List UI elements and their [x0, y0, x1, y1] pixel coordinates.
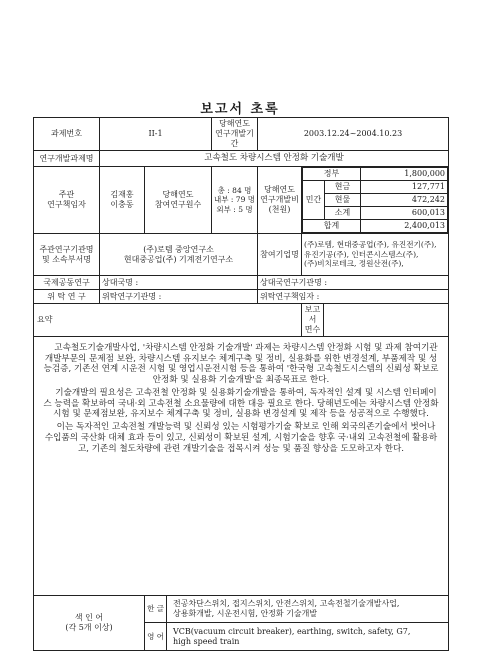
total-value: 2,400,013: [361, 220, 448, 233]
summary-paragraph: 기술개발의 필요성은 고속전철 안정화 및 실용화기술개발을 통하여, 독자적인 설계 및 시스템 인터페이스 능력을 확보하여 국내·외 고속전철 소요물량에 대한 대응 필요로 한다. 당해년도에는 차량시스템 안정화시험 및 문제점보완, 유지보수 체계구축 및 정비, 실용화 변경설계 및 제작 등을 성공적으로 수행했다.: [43, 387, 439, 420]
cash-label: 현금: [325, 181, 361, 194]
subtotal-label: 소계: [325, 207, 361, 220]
subtotal-value: 600,013: [361, 207, 448, 220]
keywords-english: VCB(vacuum circuit breaker), earthing, switch, safety, G7, high speed train: [167, 623, 449, 651]
participant-label: 참여기업명: [258, 234, 302, 276]
budget-label: 당해연도 연구개발비 (천원): [258, 167, 302, 234]
kind-label: 현물: [325, 194, 361, 207]
report-pages-label: 보고서 면수: [302, 304, 324, 337]
gov-label: 정부: [303, 168, 361, 181]
intl-partner-country: 상대국명 :: [100, 276, 258, 290]
report-pages-value: [324, 304, 449, 337]
summary-paragraph: 이는 독자적인 고속전철 개발능력 및 신뢰성 있는 시험평가기술 확보로 인해 외국의존기술에서 벗어나 수입품의 국산화 대체 효과 등이 있고, 신뢰성이 확보된 설계, 시험기술을 향후 국·내외 고속전철에 활용하고, 기존의 철도차량에 관련 개발기술을 접목시켜 성능 및 품질 향상을 도모하고자 한다.: [44, 422, 438, 454]
lead-researcher-names: 김재홍 이충동: [100, 167, 145, 234]
private-label: 민간: [303, 181, 325, 220]
budget-table: [302, 167, 449, 234]
project-title-value: 고속철도 차량시스템 안정화 기술개발: [100, 151, 449, 167]
total-label: 합계: [303, 220, 361, 233]
keywords-korean: 전공차단스위치, 접지스위치, 안전스위치, 고속전철기술개발사업, 상용화개발, 시운전시험, 안정화 기술개발: [167, 596, 449, 623]
gov-value: 1,800,000: [361, 168, 448, 181]
consign-head: 위탁연구책임자 :: [258, 290, 449, 304]
consign-research-label: 위 탁 연 구: [34, 290, 100, 304]
report-abstract-form: [33, 117, 449, 651]
lead-researcher-label: 주관 연구책임자: [34, 167, 100, 234]
project-number-label: 과제번호: [34, 118, 100, 151]
summary-paragraph: 고속철도기술개발사업, '차량시스템 안정화 기술개발' 과제는 차량시스템 안정화 시험 및 과제 참여기관 개발부문의 문제점 보완, 차량시스템 유지보수 체계구축 및 정비, 실용화를 위한 변경설계, 부품제작 및 성능검증, 기존선 연계 시운전 시험 및 영업시운전시험 등을 통하여 '한국형 고속철도시스템의 신뢰성 확보로 안정화 및 실용화 기술개발'을 최종목표로 한다.: [43, 343, 439, 386]
report-title: 보고서 초록: [200, 102, 280, 117]
keywords-label: 색 인 어 (각 5개 이상): [34, 596, 145, 651]
summary-body: [34, 337, 449, 596]
host-org-label: 주관연구기관명 및 소속부서명: [34, 234, 100, 276]
intl-partner-org: 상대국연구기관명 :: [258, 276, 449, 290]
consign-org: 위탁연구기관명 :: [100, 290, 258, 304]
period-label: 당해연도 연구개발기간: [212, 118, 258, 151]
participant-companies: (주)로템, 현대중공업(주), 유진전기(주), 유진기공(주), 인터콘시스템스(주), (주)비치로테크, 정원산전(주),: [302, 234, 449, 276]
project-number-value: II-1: [100, 118, 212, 151]
keywords-korean-label: 한 글: [145, 596, 167, 623]
keywords-english-label: 영 어: [145, 623, 167, 651]
period-value: 2003.12.24~2004.10.23: [258, 118, 449, 151]
researcher-count-label: 당해연도 참여연구원수: [145, 167, 212, 234]
summary-label: 요약: [34, 304, 302, 337]
kind-value: 472,242: [361, 194, 448, 207]
cash-value: 127,771: [361, 181, 448, 194]
researcher-counts: 총 : 84 명 내부 : 79 명 외부 : 5 명: [212, 167, 258, 234]
intl-research-label: 국제공동연구: [34, 276, 100, 290]
project-title-label: 연구개발과제명: [34, 151, 100, 167]
host-org-value: (주)로템 중앙연구소 현대중공업(주) 기계전기연구소: [100, 234, 258, 276]
